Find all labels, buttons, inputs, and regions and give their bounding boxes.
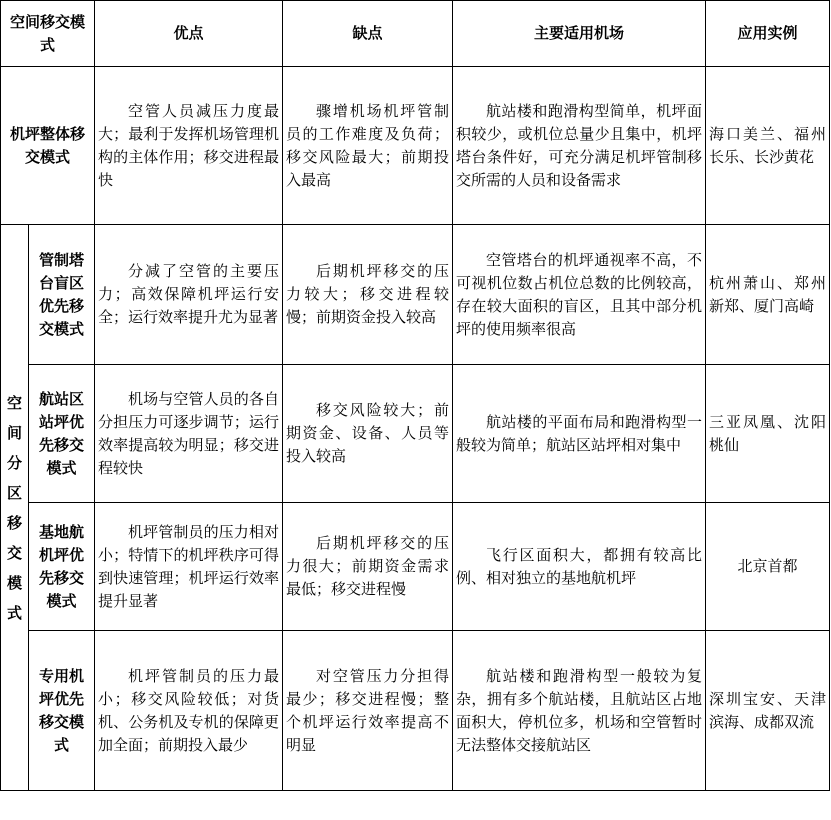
cons-cell: 后期机坪移交的压力较大；移交进程较慢；前期资金投入较高: [283, 225, 453, 365]
mode-cell: 机坪整体移交模式: [1, 67, 95, 225]
header-mode: 空间移交模式: [1, 1, 95, 67]
table-row: [1, 631, 830, 791]
cons-cell: 骤增机场机坪管制员的工作难度及负荷；移交风险最大；前期投入最高: [283, 67, 453, 225]
cons-cell: 移交风险较大；前期资金、设备、人员等投入较高: [283, 365, 453, 503]
cons-cell: 对空管压力分担得最少；移交进程慢；整个机坪运行效率提高不明显: [283, 631, 453, 791]
header-examples: 应用实例: [706, 1, 830, 67]
airports-cell: 航站楼的平面布局和跑滑构型一般较为简单；航站区站坪相对集中: [453, 365, 706, 503]
cons-cell: 后期机坪移交的压力很大；前期资金需求最低；移交进程慢: [283, 503, 453, 631]
airports-cell: 空管塔台的机坪通视率不高，不可视机位数占机位总数的比例较高，存在较大面积的盲区，且其中部分机坪的使用频率很高: [453, 225, 706, 365]
airports-cell: 航站楼和跑滑构型简单，机坪面积较少，或机位总量少且集中，机坪塔台条件好，可充分满足机坪管制移交所需的人员和设备需求: [453, 67, 706, 225]
group-label-cell: 空间分区移交模式: [1, 225, 29, 791]
table-row: [1, 503, 830, 631]
table-row: [1, 225, 830, 365]
examples-cell: 海口美兰、福州长乐、长沙黄花: [706, 67, 830, 225]
mode-cell: 专用机坪优先移交模式: [29, 631, 95, 791]
pros-cell: 机场与空管人员的各自分担压力可逐步调节；运行效率提高较为明显；移交进程较快: [95, 365, 283, 503]
header-row: [1, 1, 830, 67]
airports-cell: 飞行区面积大，都拥有较高比例、相对独立的基地航机坪: [453, 503, 706, 631]
examples-cell: 深圳宝安、天津滨海、成都双流: [706, 631, 830, 791]
mode-cell: 管制塔台盲区优先移交模式: [29, 225, 95, 365]
examples-cell: 三亚凤凰、沈阳桃仙: [706, 365, 830, 503]
pros-cell: 空管人员减压力度最大；最利于发挥机场管理机构的主体作用；移交进程最快: [95, 67, 283, 225]
header-cons: 缺点: [283, 1, 453, 67]
pros-cell: 机坪管制员的压力相对小；特情下的机坪秩序可得到快速管理；机坪运行效率提升显著: [95, 503, 283, 631]
examples-cell: 北京首都: [706, 503, 830, 631]
header-pros: 优点: [95, 1, 283, 67]
mode-cell: 基地航机坪优先移交模式: [29, 503, 95, 631]
airports-cell: 航站楼和跑滑构型一般较为复杂，拥有多个航站楼，且航站区占地面积大，停机位多，机场和空管暂时无法整体交接航站区: [453, 631, 706, 791]
table-row: [1, 365, 830, 503]
header-airports: 主要适用机场: [453, 1, 706, 67]
pros-cell: 分减了空管的主要压力；高效保障机坪运行安全；运行效率提升尤为显著: [95, 225, 283, 365]
table-row: [1, 67, 830, 225]
pros-cell: 机坪管制员的压力最小；移交风险较低；对货机、公务机及专机的保障更加全面；前期投入最少: [95, 631, 283, 791]
examples-cell: 杭州萧山、郑州新郑、厦门高崎: [706, 225, 830, 365]
mode-cell: 航站区站坪优先移交模式: [29, 365, 95, 503]
